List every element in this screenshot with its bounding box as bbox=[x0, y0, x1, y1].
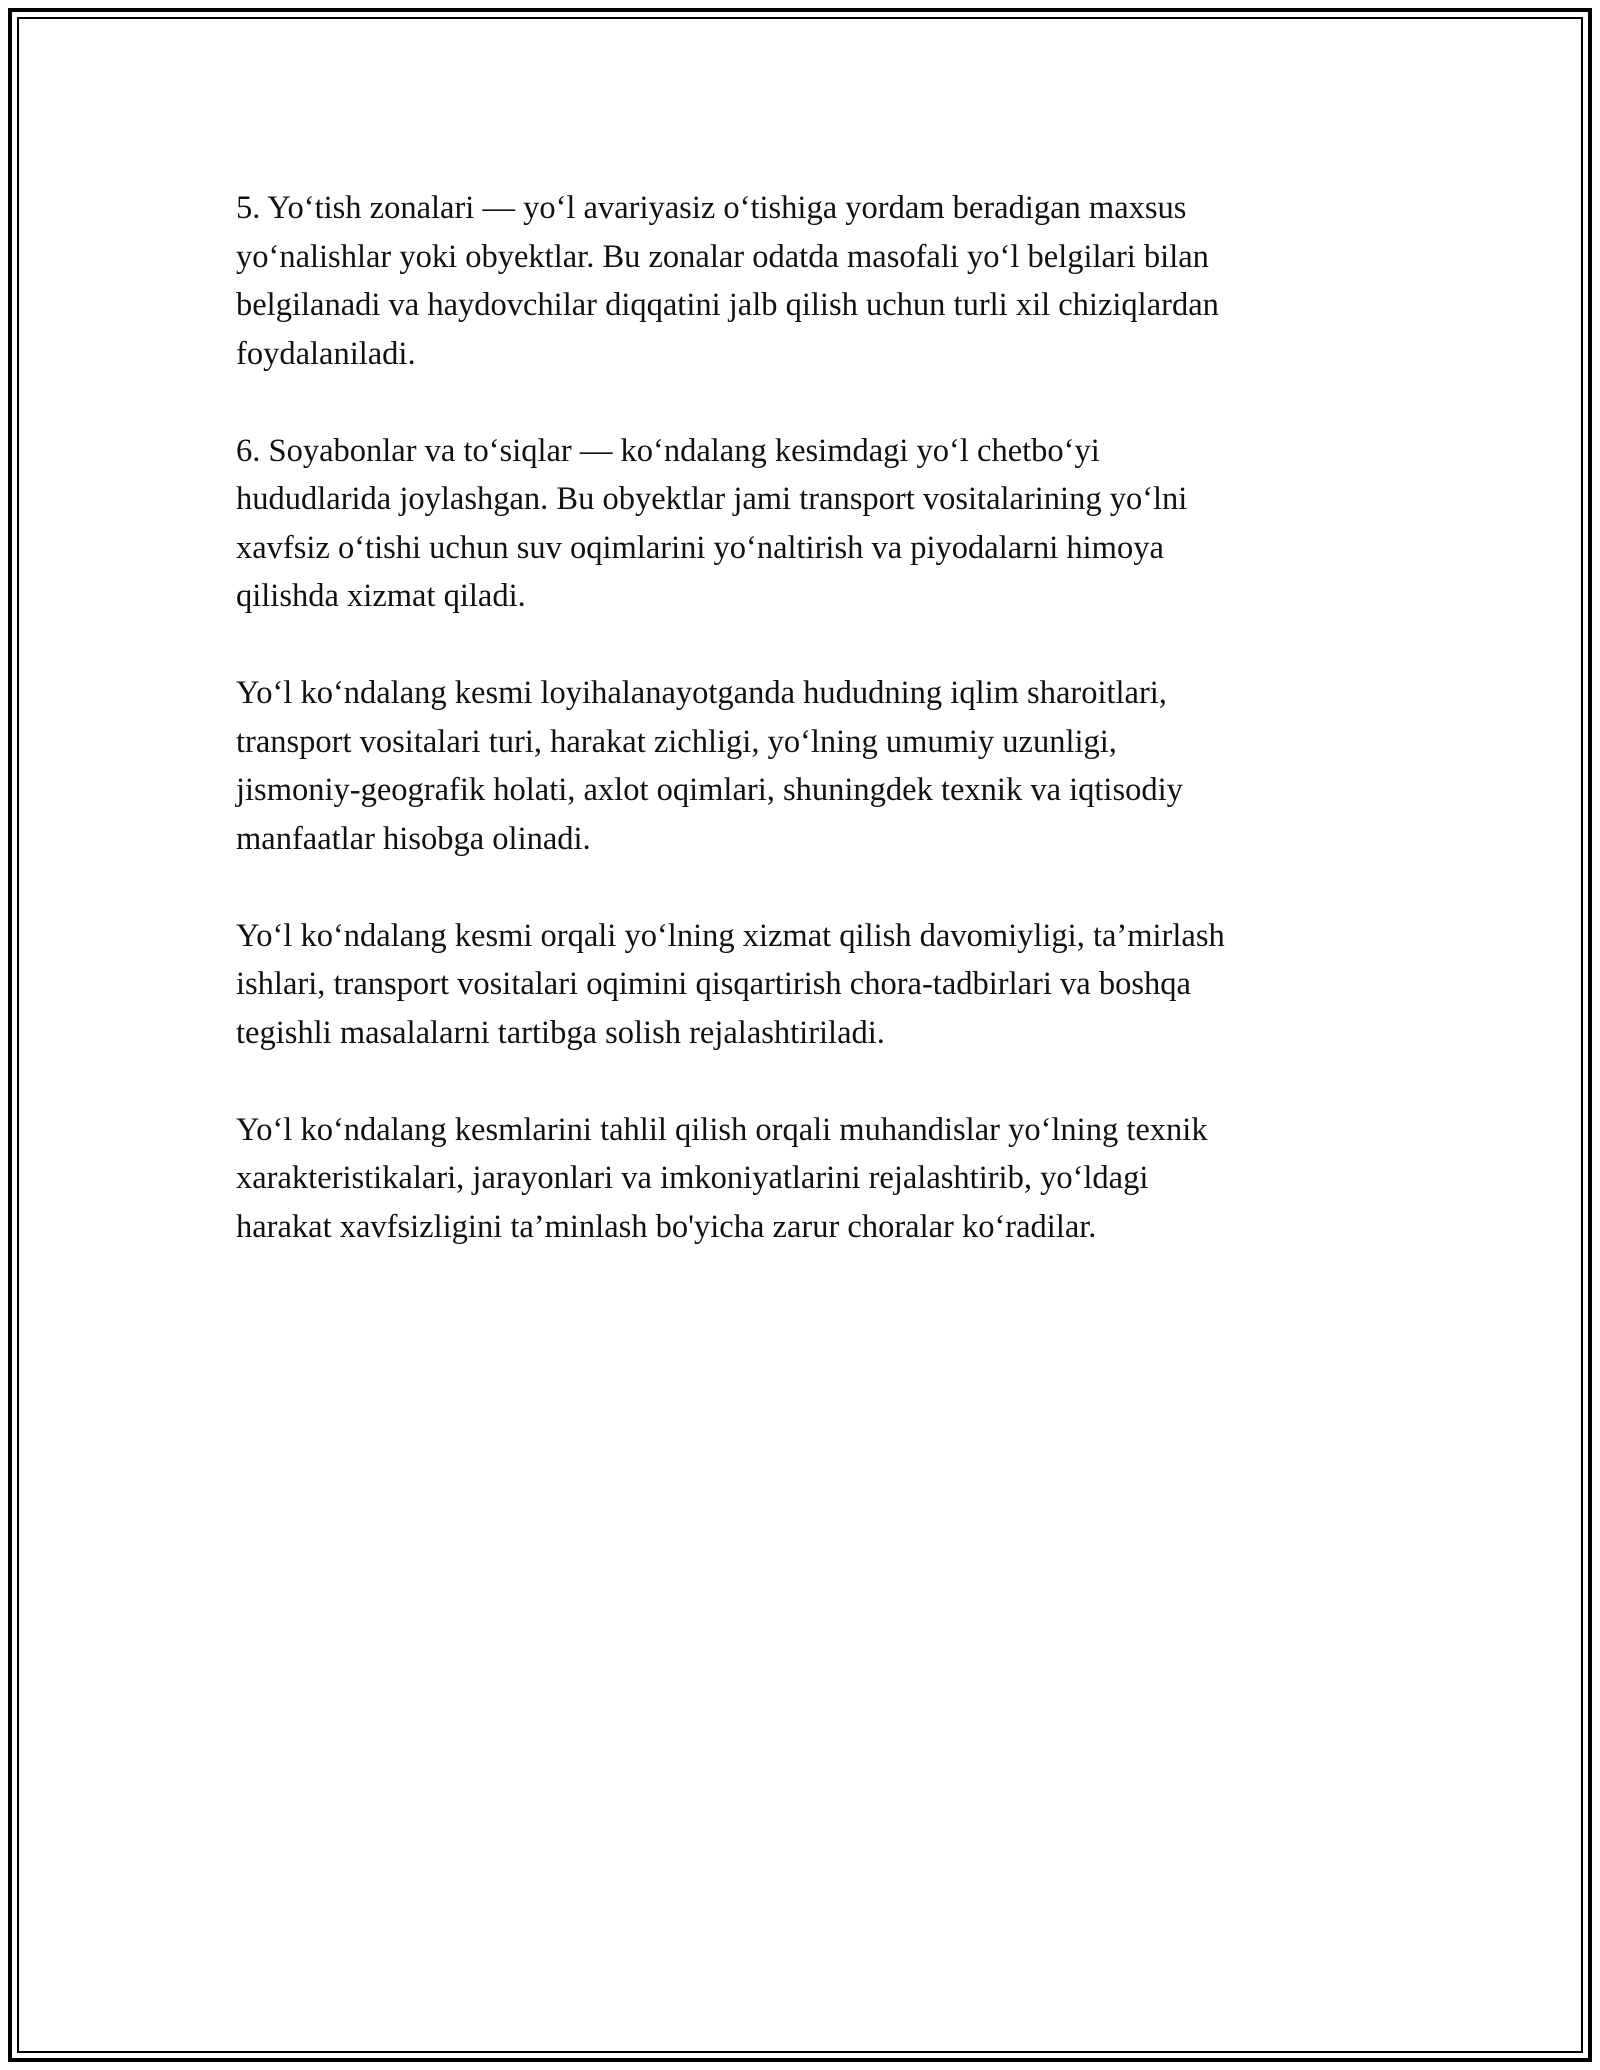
text-line: transport vositalari turi, harakat zichligi, yo‘lning umumiy uzunligi, bbox=[236, 723, 1117, 760]
text-line: Yo‘l ko‘ndalang kesmi orqali yo‘lning xizmat qilish davomiyligi, ta’mirlash bbox=[236, 917, 1225, 954]
text-line: tegishli masalalarni tartibga solish rejalashtiriladi. bbox=[236, 1014, 885, 1051]
text-line: hududlarida joylashgan. Bu obyektlar jami transport vositalarining yo‘lni bbox=[236, 481, 1188, 517]
text-line: Yo‘l ko‘ndalang kesmi loyihalanayotganda hududning iqlim sharoitlari, bbox=[236, 675, 1167, 711]
text-line: yo‘nalishlar yoki obyektlar. Bu zonalar odatda masofali yo‘l belgilari bilan bbox=[236, 238, 1209, 275]
text-line: manfaatlar hisobga olinadi. bbox=[236, 820, 591, 857]
text-line: qilishda xizmat qiladi. bbox=[236, 578, 526, 614]
paragraph-planning bbox=[236, 912, 1366, 1058]
text-line: foydalaniladi. bbox=[236, 335, 416, 372]
text-line: harakat xavfsizligini ta’minlash bo'yicha zarur choralar ko‘radilar. bbox=[236, 1208, 1097, 1245]
text-line: xarakteristikalari, jarayonlari va imkoniyatlarini rejalashtirib, yo‘ldagi bbox=[236, 1160, 1149, 1196]
paragraph-analysis bbox=[236, 1106, 1366, 1252]
paragraph-design-factors bbox=[236, 669, 1366, 863]
text-line: 6. Soyabonlar va to‘siqlar — ko‘ndalang kesimdagi yo‘l chetbo‘yi bbox=[236, 432, 1100, 469]
text-line: ishlari, transport vositalari oqimini qisqartirish chora-tadbirlari va boshqa bbox=[236, 966, 1191, 1002]
text-line: Yo‘l ko‘ndalang kesmlarini tahlil qilish orqali muhandislar yo‘lning texnik bbox=[236, 1111, 1208, 1148]
text-line: xavfsiz o‘tishi uchun suv oqimlarini yo‘naltirish va piyodalarni himoya bbox=[236, 529, 1164, 566]
paragraph-crossing-zones bbox=[236, 184, 1366, 378]
text-line: belgilanadi va haydovchilar diqqatini jalb qilish uchun turli xil chiziqlardan bbox=[236, 287, 1219, 323]
document-body bbox=[236, 184, 1366, 1300]
paragraph-canopies-barriers bbox=[236, 427, 1366, 621]
text-line: 5. Yo‘tish zonalari — yo‘l avariyasiz o‘tishiga yordam beradigan maxsus bbox=[236, 190, 1187, 226]
text-line: jismoniy-geografik holati, axlot oqimlari, shuningdek texnik va iqtisodiy bbox=[236, 772, 1183, 808]
